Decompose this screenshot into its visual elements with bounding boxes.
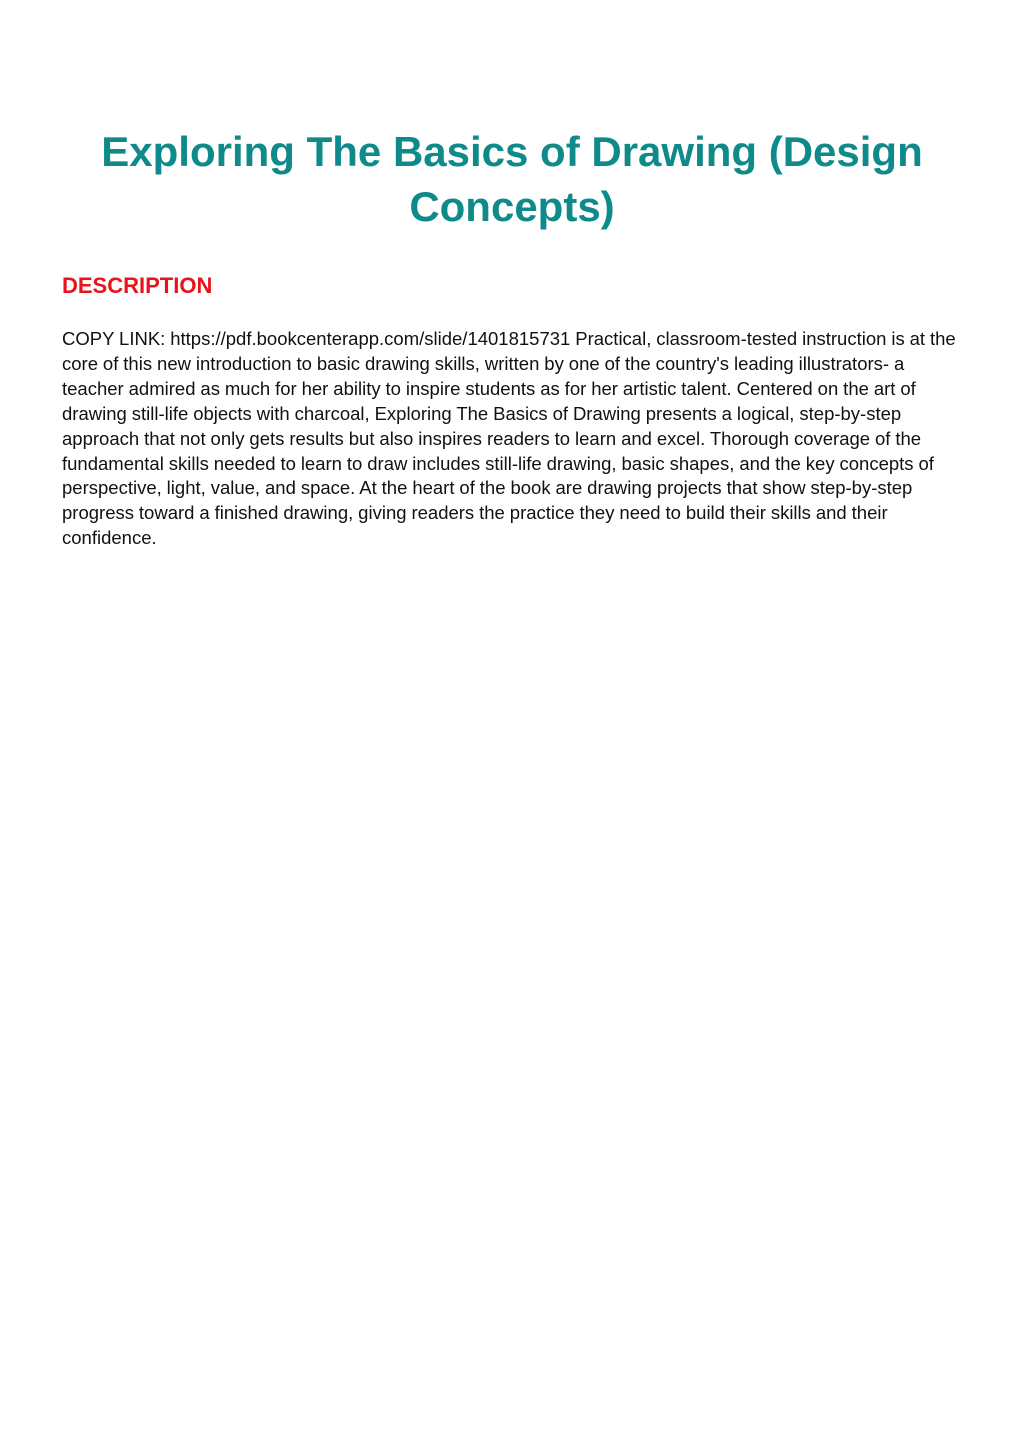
document-title: Exploring The Basics of Drawing (Design Concepts) xyxy=(101,128,923,230)
description-heading: DESCRIPTION xyxy=(62,273,213,298)
description-text: COPY LINK: https://pdf.bookcenterapp.com/slide/1401815731 Practical, classroom-tested instruction is at the core of this new introduction to basic drawing skills, written by one of the country's leading illustrators- a teacher admired as much for her ability to inspire students as for her artistic talent. Centered on the art of drawing still-life objects with charcoal, Exploring The Basics of Drawing presents a logical, step-by-step approach that not only gets results but also inspires readers to learn and excel. Thorough coverage of the fundamental skills needed to learn to draw includes still-life drawing, basic shapes, and the key concepts of perspective, light, value, and space. At the heart of the book are drawing projects that show step-by-step progress toward a finished drawing, giving readers the practice they need to build their skills and their confidence. xyxy=(62,328,956,549)
